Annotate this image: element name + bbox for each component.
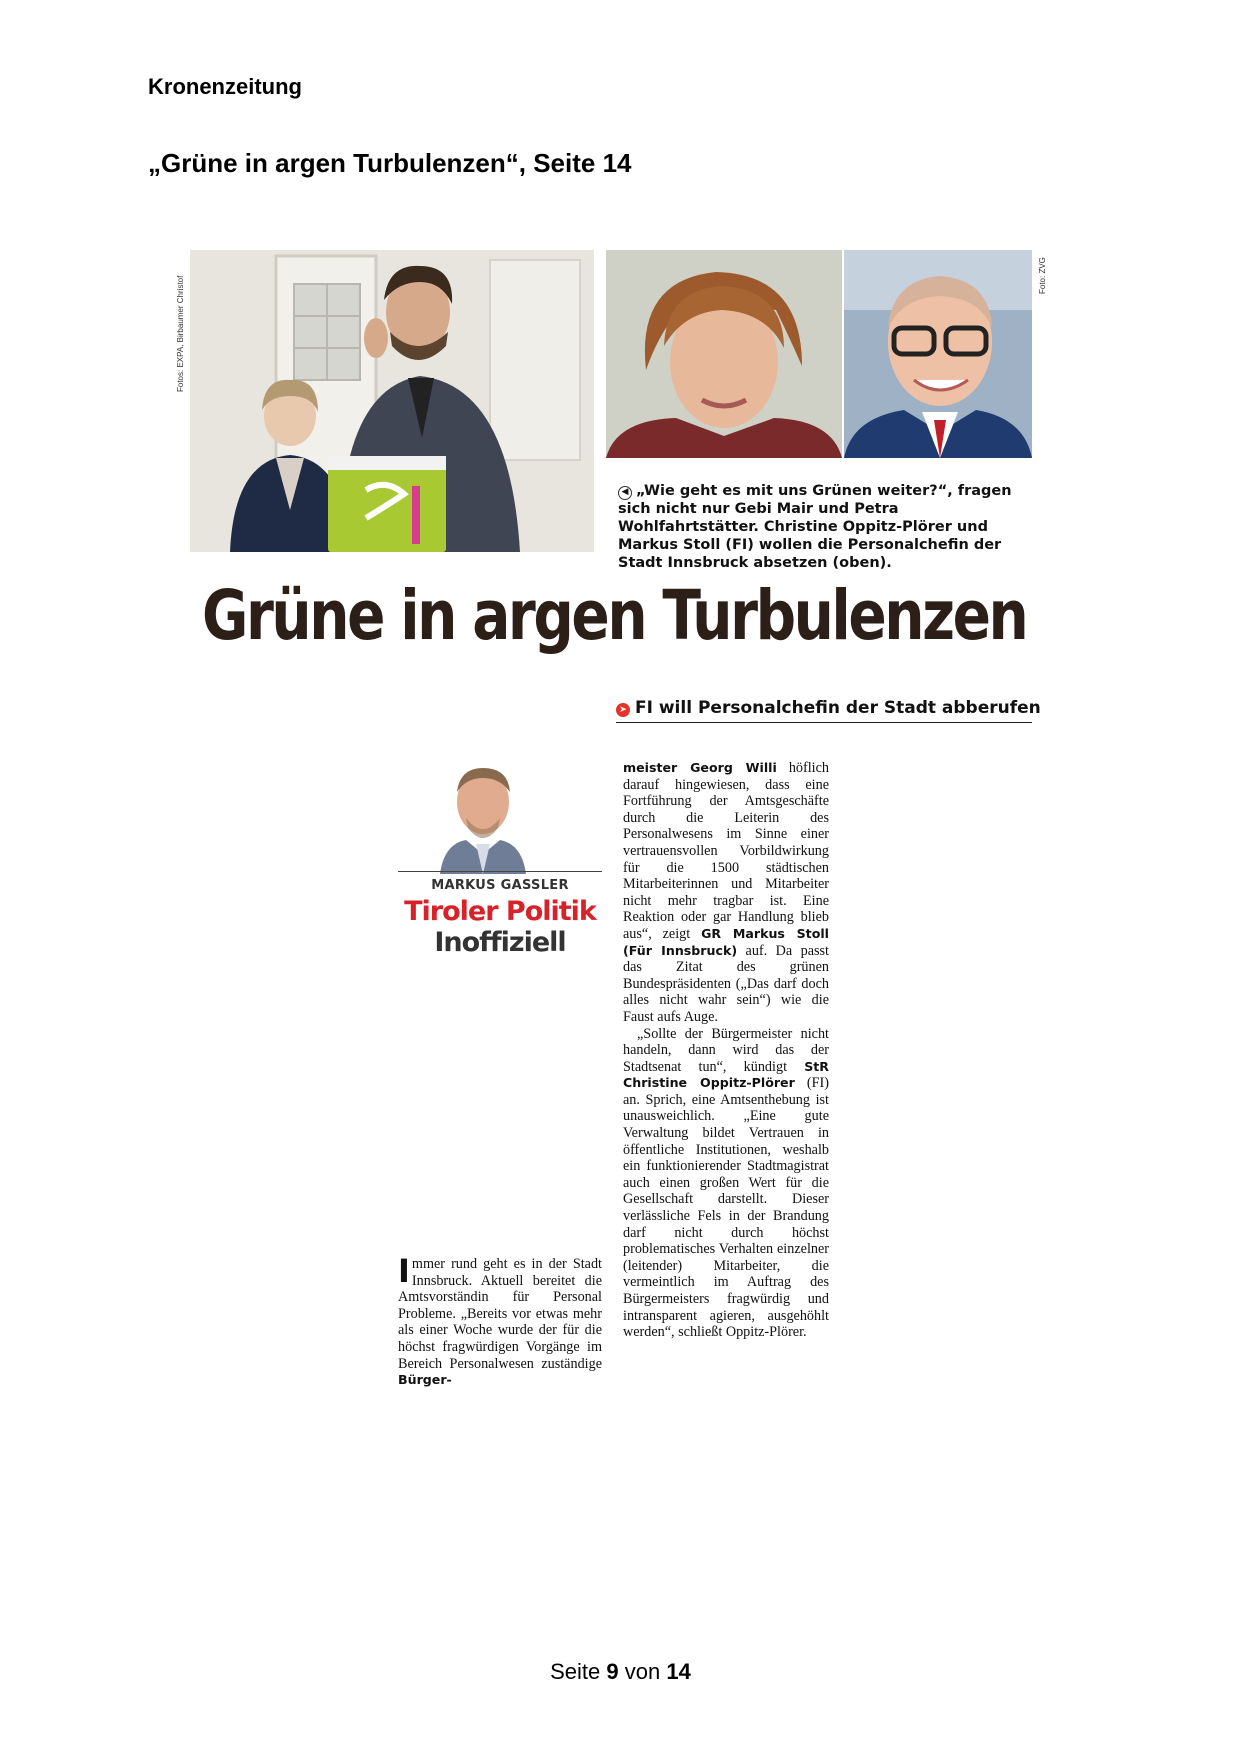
photo-caption <box>618 482 1038 572</box>
article-bold-part: Bürger- <box>398 1372 452 1388</box>
article-text-part: (FI) an. Sprich, eine Amtsenthebung ist unausweichlich. „Eine gute Verwaltung bildet Vertrauen in öffentliche Institutionen, weshalb ein funktionierender Stadtmagistrat auch einen großen Wert für die Gesellschaft darstellt. Dieser verlässliche Fels in der Brandung darf nicht durch höchst problematisches Verhalten einzelner (leitender) Mitarbeiter, die vermeintlich im Auftrag des Bürgermeisters fragwürdig und intransparent agieren, ausgehöhlt werden“, schließt Oppitz-Plörer. <box>623 1075 829 1341</box>
author-divider <box>398 871 602 872</box>
photo-credit-left: Fotos: EXPA, Birbaumer Christof <box>176 275 185 392</box>
photo-caption-text: „Wie geht es mit uns Grünen weiter?“, fragen sich nicht nur Gebi Mair und Petra Wohlfahrtstätter. Christine Oppitz-Plörer und Markus Stoll (FI) wollen die Personalchefin der Stadt Innsbruck absetzen (oben). <box>618 483 1012 571</box>
photo-direction-icon: ◀ <box>618 486 632 500</box>
footer-page-number: 9 <box>606 1659 619 1684</box>
article-text-part: „Sollte der Bürgermeister nicht handeln, dann wird das der Stadtsenat tun“, kündigt <box>623 1025 829 1075</box>
document-source: Kronenzeitung <box>148 74 302 99</box>
article-text-part: höflich darauf hingewiesen, dass eine Fortführung der Amtsgeschäfte durch die Leiterin des Personalwesens im Sinne einer vertrauensvollen Vorbildwirkung für die 1500 städtischen Mitarbeiterinnen und Mitarbeiter nicht mehr tragbar ist. Eine Reaktion oder gar Handlung blieb aus“, zeigt <box>623 760 830 942</box>
column-title: Tiroler Politik <box>404 896 596 927</box>
article-headline: Grüne in argen Turbulenzen <box>202 576 1027 656</box>
article-bold-part: GR Markus Stoll (Für Innsbruck) <box>623 925 829 958</box>
article-text-part: mmer rund geht es in der Stadt Innsbruck. Aktuell bereitet die Amtsvorständin für Personal Probleme. „Bereits vor etwas mehr als einer Woche wurde der für die höchst fragwürdigen Vorgänge im Bereich Personalwesen zuständige <box>398 1256 602 1372</box>
author-name: MARKUS GASSLER <box>431 878 569 893</box>
article-body-left-column <box>398 1252 602 1389</box>
document-title: „Grüne in argen Turbulenzen“, Seite 14 <box>148 148 632 178</box>
photo-oppitz-ploerer <box>606 250 842 458</box>
article-text-part: auf. Da passt das Zitat des grünen Bundespräsidenten („Das darf doch alles nicht wahr sein“) wie die Faust aufs Auge. <box>623 942 829 1025</box>
author-photo <box>438 756 528 874</box>
photo-mair-wohlfahrtstaetter <box>190 250 594 552</box>
column-subtitle: Inoffiziell <box>434 927 566 958</box>
footer-total-pages: 14 <box>666 1659 691 1684</box>
footer-prefix: Seite <box>550 1659 601 1684</box>
page-footer <box>0 1659 1241 1685</box>
photo-credit-right: Foto: ZVG <box>1038 257 1047 294</box>
article-bold-part: StR Christine Oppitz-Plörer <box>623 1058 829 1091</box>
article-subheadline-text: FI will Personalchefin der Stadt abberufen <box>635 698 1041 718</box>
footer-middle: von <box>624 1659 661 1684</box>
photo-markus-stoll <box>844 250 1032 458</box>
article-subheadline <box>616 698 1041 723</box>
newspaper-clipping <box>172 246 1052 1426</box>
article-bold-part: meister Georg Willi <box>623 760 777 775</box>
dropcap: I <box>398 1252 410 1290</box>
article-body-right-column <box>623 760 829 1341</box>
arrow-right-icon: ➤ <box>616 703 630 717</box>
